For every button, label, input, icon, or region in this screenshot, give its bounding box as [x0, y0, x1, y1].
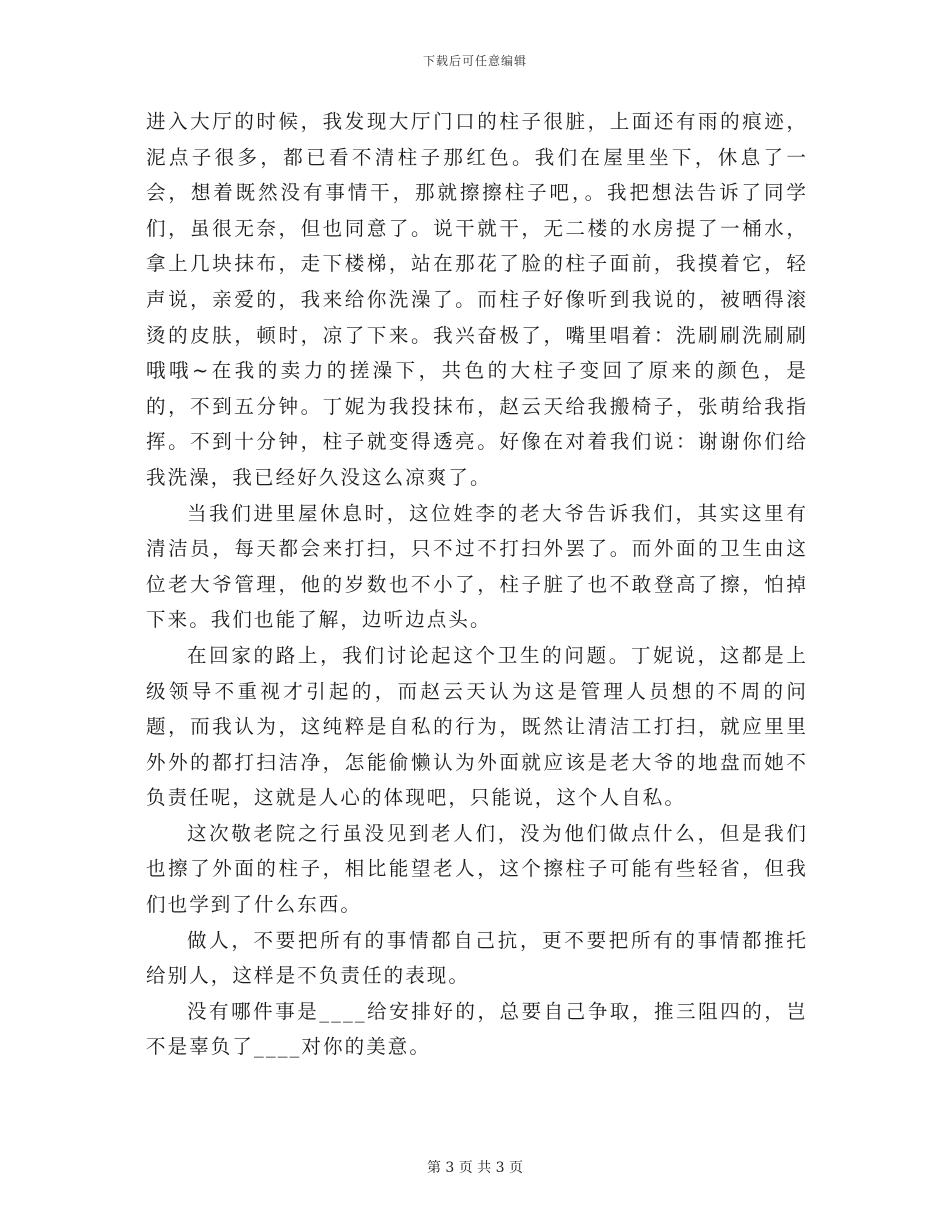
paragraph-6: 没有哪件事是____给安排好的，总要自己争取，推三阻四的，岂不是辜负了____对你的美意。: [146, 999, 808, 1059]
paragraph-4: 这次敬老院之行虽没见到老人们，没为他们做点什么，但是我们也擦了外面的柱子，相比能望老人，这个擦柱子可能有些轻省，但我们也学到了什么东西。: [146, 821, 808, 917]
page-header-note: 下载后可任意编辑: [422, 54, 527, 68]
page-number: 第 3 页 共 3 页: [426, 1160, 524, 1176]
document-body: [146, 104, 808, 1065]
paragraph-2: 当我们进里屋休息时，这位姓李的老大爷告诉我们，其实这里有清洁员，每天都会来打扫，只不过不打扫外罢了。而外面的卫生由这位老大爷管理，他的岁数也不小了，柱子脏了也不敢登高了擦，怕掉下来。我们也能了解，边听边点头。: [146, 501, 808, 632]
paragraph-1: 进入大厅的时候，我发现大厅门口的柱子很脏，上面还有雨的痕迹，泥点子很多，都已看不清柱子那红色。我们在屋里坐下，休息了一会，想着既然没有事情干，那就擦擦柱子吧，。我把想法告诉了同学们，虽很无奈，但也同意了。说干就干，无二楼的水房提了一桶水，拿上几块抹布，走下楼梯，站在那花了脸的柱子面前，我摸着它，轻声说，亲爱的，我来给你洗澡了。而柱子好像听到我说的，被晒得滚烫的皮肤，顿时，凉了下来。我兴奋极了，嘴里唱着：洗刷刷洗刷刷哦哦~在我的卖力的搓澡下，共色的大柱子变回了原来的颜色，是的，不到五分钟。丁妮为我投抹布，赵云天给我搬椅子，张萌给我指挥。不到十分钟，柱子就变得透亮。好像在对着我们说：谢谢你们给我洗澡，我已经好久没这么凉爽了。: [146, 110, 808, 489]
paragraph-3: 在回家的路上，我们讨论起这个卫生的问题。丁妮说，这都是上级领导不重视才引起的，而赵云天认为这是管理人员想的不周的问题，而我认为，这纯粹是自私的行为，既然让清洁工打扫，就应里里外外的都打扫洁净，怎能偷懒认为外面就应该是老大爷的地盘而她不负责任呢，这就是人心的体现吧，只能说，这个人自私。: [146, 643, 808, 810]
paragraph-5: 做人，不要把所有的事情都自己抗，更不要把所有的事情都推托给别人，这样是不负责任的表现。: [146, 928, 808, 988]
